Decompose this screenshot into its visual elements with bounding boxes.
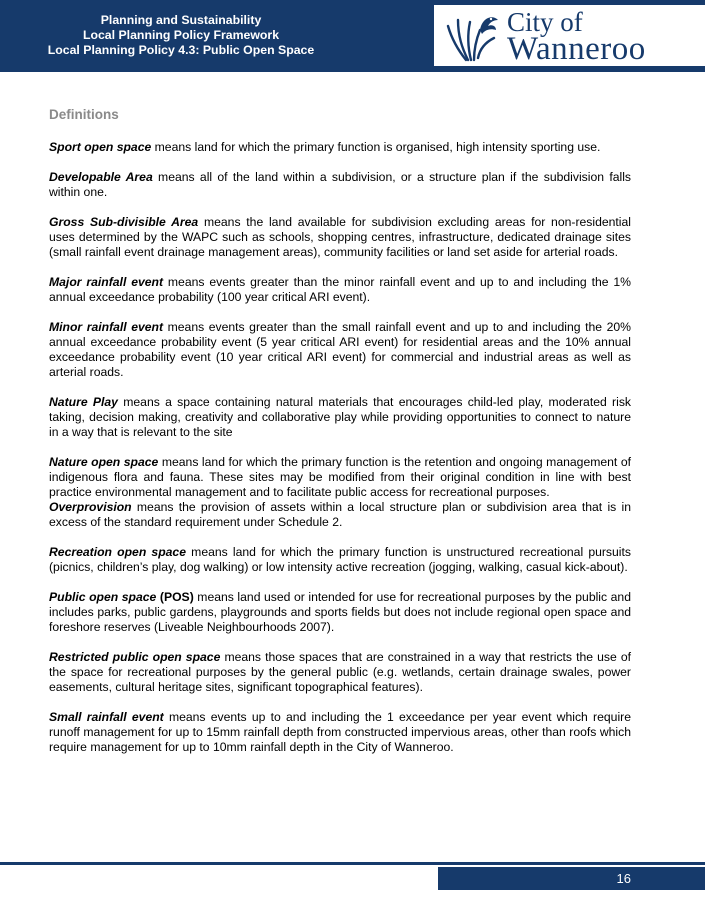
header-line-policy: Local Planning Policy 4.3: Public Open Space bbox=[47, 43, 315, 57]
definition-text: means those spaces that are constrained in a way that restricts the use of the space for recreational purposes by the general public (e.g. wetlands, certain drainage swales, power easements, cultural heritage sites, significant topographical features). bbox=[49, 650, 631, 694]
definition-item bbox=[49, 710, 631, 755]
header-line-framework: Local Planning Policy Framework bbox=[82, 28, 280, 42]
definition-term: Sport open space bbox=[49, 140, 152, 154]
definition-item bbox=[49, 650, 631, 695]
definition-text: means land for which the primary function is unstructured recreational pursuits (picnics, children’s play, dog walking) or low intensity active recreation (jogging, walking, casual kick-about). bbox=[49, 545, 631, 574]
definition-term: Gross Sub-divisible Area bbox=[49, 215, 199, 229]
logo-name-text: Wanneroo bbox=[507, 31, 646, 67]
header-line-department: Planning and Sustainability bbox=[100, 13, 262, 27]
section-heading: Definitions bbox=[49, 107, 119, 122]
definition-term: Developable Area bbox=[49, 170, 153, 184]
definition-abbreviation: (POS) bbox=[156, 590, 194, 604]
definition-item bbox=[49, 500, 631, 530]
page-number: 16 bbox=[616, 871, 631, 886]
definition-term: Nature open space bbox=[49, 455, 159, 469]
definition-item bbox=[49, 590, 631, 635]
definition-item bbox=[49, 545, 631, 575]
definition-text: means events up to and including the 1 exceedance per year event which require runoff management for up to 15mm rainfall depth from constructed impervious areas, other than roofs which require management for up to 10mm rainfall depth in the City of Wanneroo. bbox=[49, 710, 631, 754]
swan-logo-icon bbox=[444, 10, 502, 62]
definition-term: Nature Play bbox=[49, 395, 118, 409]
definition-item bbox=[49, 275, 631, 305]
definition-term: Public open space bbox=[49, 590, 157, 604]
definition-term: Minor rainfall event bbox=[49, 320, 164, 334]
definition-term: Restricted public open space bbox=[49, 650, 221, 664]
footer-bar bbox=[438, 867, 705, 890]
definitions-content bbox=[49, 107, 631, 770]
definition-term: Overprovision bbox=[49, 500, 132, 514]
city-logo bbox=[434, 5, 705, 66]
header-title-block bbox=[0, 13, 362, 58]
definition-text: means all of the land within a subdivision, or a structure plan if the subdivision falls within one. bbox=[49, 170, 631, 199]
definition-term: Small rainfall event bbox=[49, 710, 164, 724]
page-header bbox=[0, 0, 705, 72]
definition-item bbox=[49, 215, 631, 260]
definition-item bbox=[49, 140, 631, 155]
definition-term: Major rainfall event bbox=[49, 275, 164, 289]
definition-text: means the provision of assets within a local structure plan or subdivision area that is in excess of the standard requirement under Schedule 2. bbox=[49, 500, 631, 529]
definition-term: Recreation open space bbox=[49, 545, 186, 559]
definition-item bbox=[49, 170, 631, 200]
definition-item bbox=[49, 395, 631, 440]
definition-text: means land for which the primary function is the retention and ongoing management of indigenous flora and fauna. These sites may be modified from their original condition in line with best practice environmental management and to facilitate public access for recreational purposes. bbox=[49, 455, 631, 499]
logo-city-text: City of bbox=[507, 7, 583, 37]
definition-item bbox=[49, 455, 631, 500]
definition-text: means land for which the primary function is organised, high intensity sporting use. bbox=[151, 140, 601, 154]
definition-text: means the land available for subdivision excluding areas for non-residential uses determined by the WAPC such as schools, shopping centres, infrastructure, dedicated drainage sites (small rainfall event drainage management areas), community facilities or land set aside for arterial roads. bbox=[49, 215, 631, 259]
definition-text: means events greater than the small rainfall event and up to and including the 20% annual exceedance probability event (5 year critical ARI event) for residential areas and the 10% annual exceedance probability event (10 year critical ARI event) for commercial and industrial areas as well as arterial roads. bbox=[49, 320, 631, 379]
definition-text: means a space containing natural materials that encourages child-led play, moderated risk taking, decision making, creativity and collaborative play while providing opportunities to connect to nature in a way that is relevant to the site bbox=[49, 395, 632, 439]
definition-text: means land used or intended for use for recreational purposes by the public and includes parks, public gardens, playgrounds and sports fields but does not include regional open space and foreshore reserves (Liveable Neighbourhoods 2007). bbox=[49, 590, 631, 634]
footer-rule bbox=[0, 862, 705, 865]
definition-item bbox=[49, 320, 631, 380]
definition-text: means events greater than the minor rainfall event and up to and including the 1% annual exceedance probability (100 year critical ARI event). bbox=[49, 275, 631, 304]
